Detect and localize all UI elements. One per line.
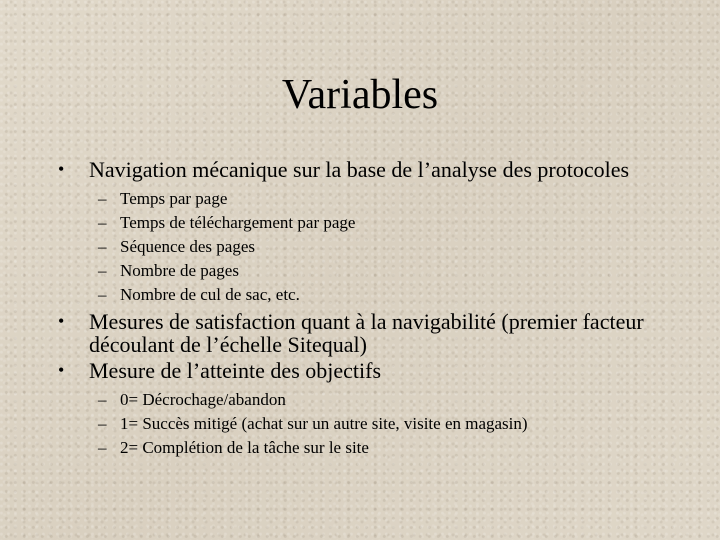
sub-list	[58, 187, 678, 307]
sub-item-text: Nombre de pages	[120, 261, 239, 280]
sub-item	[98, 187, 678, 211]
slide-title: Variables	[281, 72, 439, 118]
bullet-icon: •	[58, 360, 65, 380]
bullet-icon: •	[58, 159, 65, 179]
sub-item	[98, 436, 678, 460]
sub-item	[98, 259, 678, 283]
bullet-item	[58, 158, 678, 181]
sub-item	[98, 211, 678, 235]
bullet-text: Mesure de l’atteinte des objectifs	[89, 358, 382, 383]
bullet-icon: •	[58, 311, 65, 331]
bullet-item	[58, 310, 678, 356]
dash-icon: –	[98, 237, 107, 256]
dash-icon: –	[98, 414, 107, 433]
sub-item-text: Temps de téléchargement par page	[120, 213, 356, 232]
sub-list	[58, 388, 678, 460]
dash-icon: –	[98, 285, 107, 304]
sub-item	[98, 235, 678, 259]
dash-icon: –	[98, 261, 107, 280]
sub-item-text: 1= Succès mitigé (achat sur un autre site, visite en magasin)	[120, 414, 528, 433]
slide-content	[58, 158, 678, 460]
bullet-text: Navigation mécanique sur la base de l’analyse des protocoles	[89, 157, 630, 182]
sub-item-text: Séquence des pages	[120, 237, 256, 256]
sub-item-text: Temps par page	[120, 189, 228, 208]
sub-item	[98, 388, 678, 412]
sub-item-text: Nombre de cul de sac, etc.	[120, 285, 300, 304]
dash-icon: –	[98, 189, 107, 208]
sub-item	[98, 412, 678, 436]
dash-icon: –	[98, 390, 107, 409]
sub-item	[98, 283, 678, 307]
sub-item-text: 2= Complétion de la tâche sur le site	[120, 438, 369, 457]
dash-icon: –	[98, 213, 107, 232]
bullet-item	[58, 359, 678, 382]
dash-icon: –	[98, 438, 107, 457]
bullet-text: Mesures de satisfaction quant à la navigabilité (premier facteur découlant de l’échelle Sitequal)	[89, 309, 644, 357]
sub-item-text: 0= Décrochage/abandon	[120, 390, 286, 409]
